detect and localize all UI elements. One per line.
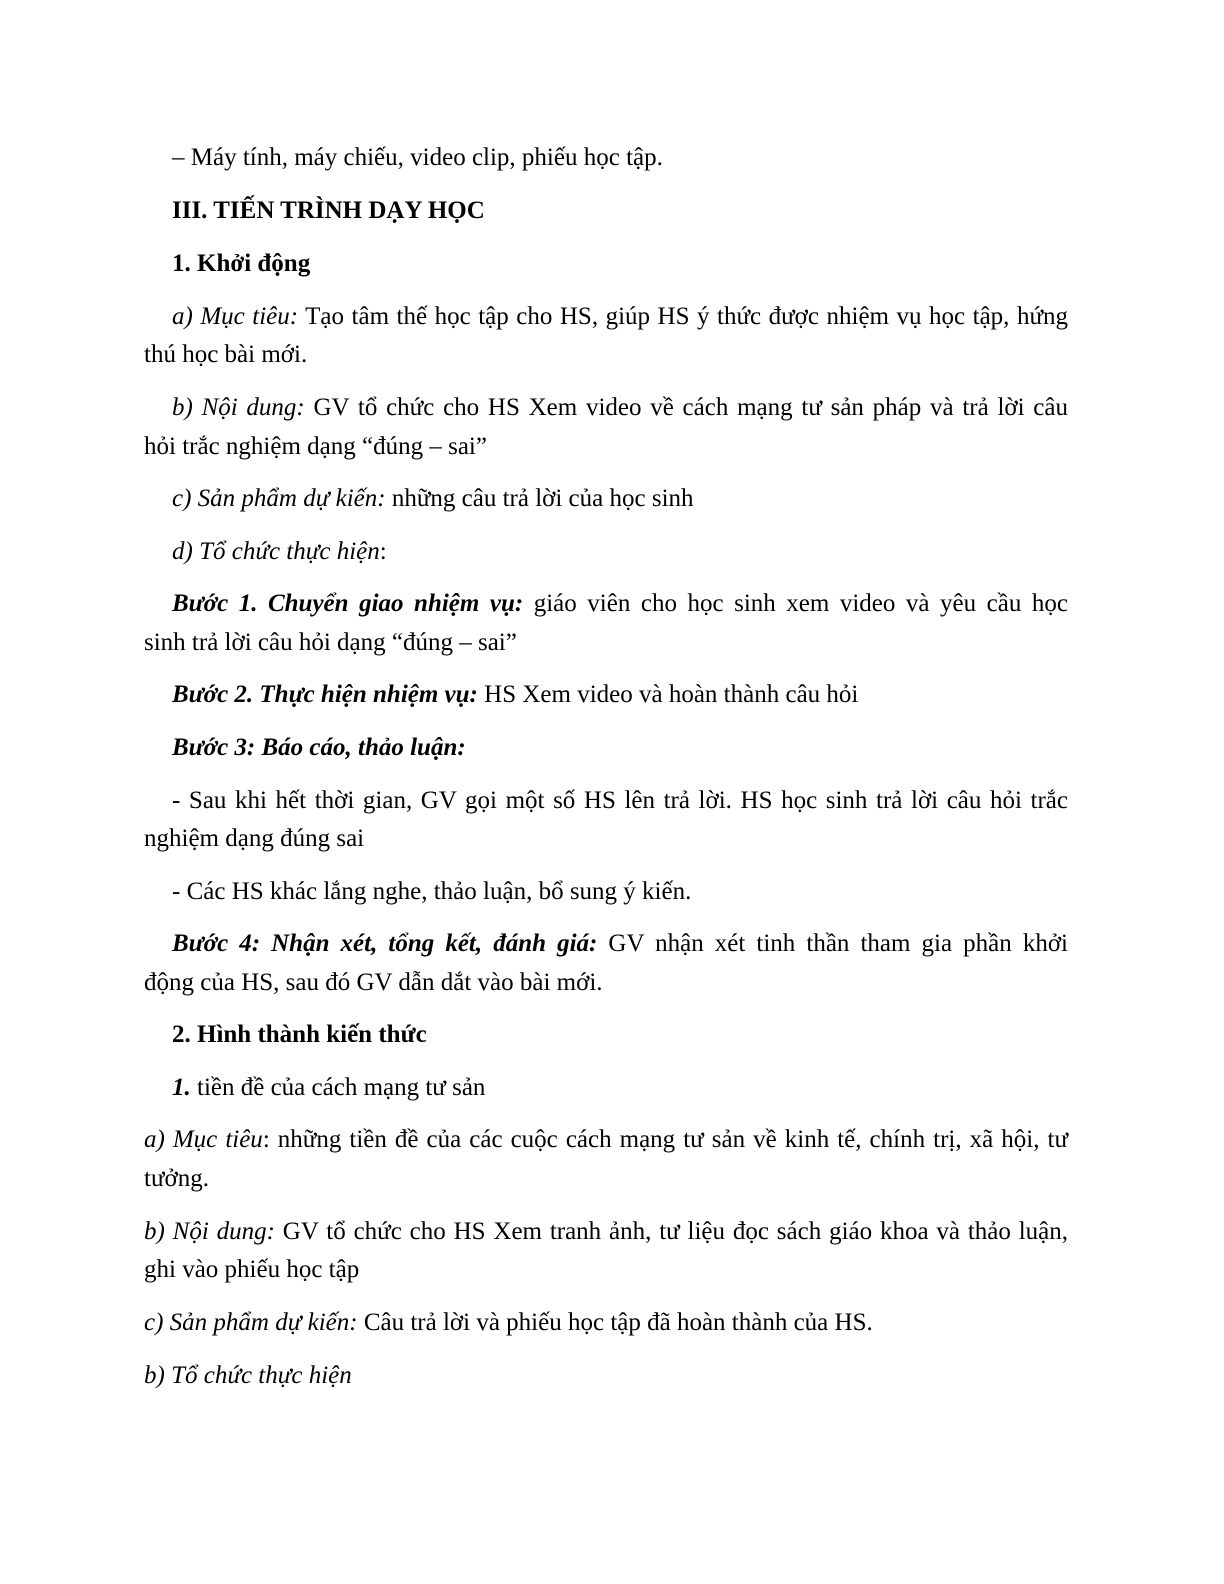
part1-heading bbox=[172, 249, 1068, 279]
content-text: GV tổ chức cho HS Xem video về cách mạng tư sản pháp và trả lời câu bbox=[304, 394, 1068, 421]
materials-text: – Máy tính, máy chiếu, video clip, phiếu học tập. bbox=[172, 144, 663, 171]
part2-objective-line1 bbox=[144, 1125, 1068, 1155]
step1-text: giáo viên cho học sinh xem video và yêu cầu học bbox=[523, 590, 1068, 617]
part2-subsection bbox=[172, 1073, 1068, 1103]
part1-content-line2 bbox=[144, 432, 1068, 462]
step4-text-cont: động của HS, sau đó GV dẫn dắt vào bài mới. bbox=[144, 969, 603, 996]
objective-text: Tạo tâm thế học tập cho HS, giúp HS ý thức được nhiệm vụ học tập, hứng bbox=[298, 303, 1068, 330]
part2-content-text: GV tổ chức cho HS Xem tranh ảnh, tư liệu đọc sách giáo khoa và thảo luận, bbox=[274, 1218, 1068, 1245]
subsection-number: 1. bbox=[172, 1074, 191, 1101]
part1-objective-line1 bbox=[172, 302, 1068, 332]
part2-product bbox=[144, 1308, 1068, 1338]
objective-label: a) Mục tiêu: bbox=[172, 303, 299, 330]
organization-label: d) Tổ chức thực hiện bbox=[172, 538, 380, 565]
step4-label: Bước 4: Nhận xét, tổng kết, đánh giá: bbox=[172, 930, 598, 957]
step2-label: Bước 2. Thực hiện nhiệm vụ: bbox=[172, 681, 478, 708]
step3 bbox=[172, 733, 1068, 763]
part2-heading-text: 2. Hình thành kiến thức bbox=[172, 1021, 427, 1048]
objective-text-cont: thú học bài mới. bbox=[144, 341, 308, 368]
product-text: những câu trả lời của học sinh bbox=[385, 485, 694, 512]
section-iii-heading bbox=[172, 196, 1068, 226]
step3-bullet1-line2 bbox=[144, 824, 1068, 854]
part2-heading bbox=[172, 1020, 1068, 1050]
content-label: b) Nội dung: bbox=[172, 394, 305, 421]
step2-text: HS Xem video và hoàn thành câu hỏi bbox=[477, 681, 859, 708]
step3-bullet1-text: - Sau khi hết thời gian, GV gọi một số HS lên trả lời. HS học sinh trả lời câu hỏi trắc bbox=[172, 787, 1068, 814]
part2-organization bbox=[144, 1361, 1068, 1391]
part2-objective-text-cont: tưởng. bbox=[144, 1165, 209, 1192]
step3-bullet2-text: - Các HS khác lắng nghe, thảo luận, bổ sung ý kiến. bbox=[172, 878, 692, 905]
part1-heading-text: 1. Khởi động bbox=[172, 250, 311, 277]
part2-organization-label: b) Tổ chức thực hiện bbox=[144, 1362, 352, 1389]
product-label: c) Sản phẩm dự kiến: bbox=[172, 485, 386, 512]
step3-bullet1-text-cont: nghiệm dạng đúng sai bbox=[144, 825, 365, 852]
content-text-cont: hỏi trắc nghiệm dạng “đúng – sai” bbox=[144, 433, 487, 460]
part2-objective-line2 bbox=[144, 1164, 1068, 1194]
step4-line2 bbox=[144, 968, 1068, 998]
section-heading-text: III. TIẾN TRÌNH DẠY HỌC bbox=[172, 197, 485, 224]
part2-content-text-cont: ghi vào phiếu học tập bbox=[144, 1256, 360, 1283]
step4-text: GV nhận xét tinh thần tham gia phần khởi bbox=[597, 930, 1068, 957]
part1-objective-line2 bbox=[144, 340, 1068, 370]
part1-organization bbox=[172, 537, 1068, 567]
part2-product-text: Câu trả lời và phiếu học tập đã hoàn thành của HS. bbox=[357, 1309, 873, 1336]
part2-content-line1 bbox=[144, 1217, 1068, 1247]
step1-label: Bước 1. Chuyển giao nhiệm vụ: bbox=[172, 590, 524, 617]
step1-text-cont: sinh trả lời câu hỏi dạng “đúng – sai” bbox=[144, 629, 517, 656]
part1-content-line1 bbox=[172, 393, 1068, 423]
part2-objective-text: : những tiền đề của các cuộc cách mạng tư sản về kinh tế, chính trị, xã hội, tư bbox=[262, 1126, 1068, 1153]
part2-content-label: b) Nội dung: bbox=[144, 1218, 275, 1245]
step1-line2 bbox=[144, 628, 1068, 658]
step3-label: Bước 3: Báo cáo, thảo luận: bbox=[172, 734, 466, 761]
step2 bbox=[172, 680, 1068, 710]
organization-suffix: : bbox=[379, 538, 387, 565]
step3-bullet2 bbox=[172, 877, 1068, 907]
step1-line1 bbox=[172, 589, 1068, 619]
subsection-title: tiền đề của cách mạng tư sản bbox=[190, 1074, 486, 1101]
part1-product bbox=[172, 484, 1068, 514]
part2-product-label: c) Sản phẩm dự kiến: bbox=[144, 1309, 358, 1336]
step4-line1 bbox=[172, 929, 1068, 959]
step3-bullet1-line1 bbox=[172, 786, 1068, 816]
materials-line bbox=[172, 143, 1068, 173]
part2-content-line2 bbox=[144, 1255, 1068, 1285]
part2-objective-label: a) Mục tiêu bbox=[144, 1126, 263, 1153]
